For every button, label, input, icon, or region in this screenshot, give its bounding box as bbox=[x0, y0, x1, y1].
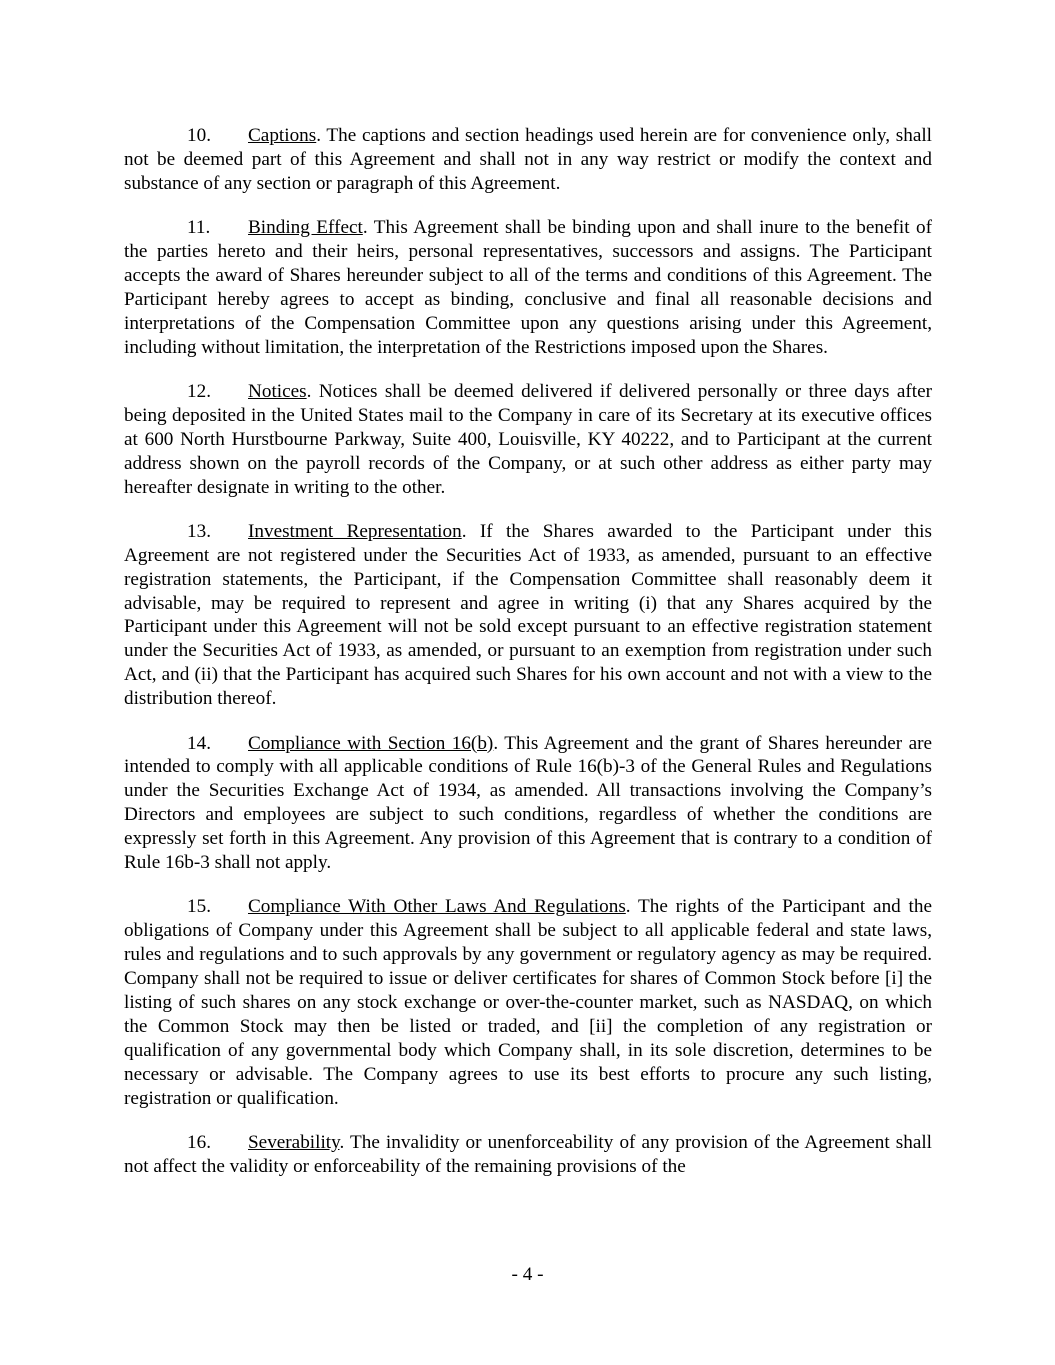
section-heading: Investment Representation bbox=[248, 520, 462, 542]
section-12 bbox=[124, 380, 932, 500]
section-10 bbox=[124, 124, 932, 196]
section-text: . This Agreement shall be binding upon and shall inure to the benefit of the parties hereto and their heirs, personal representatives, successors and assigns. The Participant accepts the award of Shares hereunder subject to all of the terms and conditions of this Agreement. The Participant hereby agrees to accept as binding, conclusive and final all reasonable decisions and interpretations of the Compensation Committee upon any questions arising under this Agreement, including without limitation, the interpretation of the Restrictions imposed upon the Shares. bbox=[124, 217, 932, 358]
section-number: 16. bbox=[187, 1131, 211, 1153]
section-heading: Compliance With Other Laws And Regulations bbox=[248, 896, 626, 918]
page-number: - 4 - bbox=[511, 1264, 544, 1285]
document-body bbox=[124, 124, 932, 1199]
section-heading: Compliance with Section 16(b) bbox=[248, 732, 494, 754]
section-number: 12. bbox=[187, 380, 211, 402]
section-15 bbox=[124, 895, 932, 1110]
section-heading: Binding Effect bbox=[248, 217, 363, 239]
section-heading: Severability bbox=[248, 1131, 340, 1153]
section-text: . If the Shares awarded to the Participant under this Agreement are not registered under the Securities Act of 1933, as amended, pursuant to an effective registration statements, the Participant, if the Compensation Committee shall reasonably deem it advisable, may be required to represent and agree in writing (i) that any Shares acquired by the Participant under this Agreement will not be sold except pursuant to an effective registration statement under the Securities Act of 1933, as amended, or pursuant to an exemption from registration under such Act, and (ii) that the Participant has acquired such Shares for his own account and not with a view to the distribution thereof. bbox=[124, 520, 932, 710]
section-heading: Notices bbox=[248, 380, 307, 402]
section-text: . The invalidity or unenforceability of any provision of the Agreement shall not affect the validity or enforceability of the remaining provisions of the bbox=[124, 1131, 932, 1177]
section-number: 13. bbox=[187, 520, 211, 542]
section-14 bbox=[124, 732, 932, 875]
section-13 bbox=[124, 520, 932, 711]
section-text: . The captions and section headings used herein are for convenience only, shall not be deemed part of this Agreement and shall not in any way restrict or modify the context and substance of any section or paragraph of this Agreement. bbox=[124, 125, 932, 194]
section-16 bbox=[124, 1131, 932, 1179]
section-number: 10. bbox=[187, 125, 211, 146]
section-number: 14. bbox=[187, 732, 211, 754]
section-number: 15. bbox=[187, 896, 211, 918]
section-text: . The rights of the Participant and the obligations of Company under this Agreement shall be subject to all applicable federal and state laws, rules and regulations and to such approvals by any government or regulatory agency as may be required. Company shall not be required to issue or deliver certificates for shares of Common Stock before [i] the listing of such shares on any stock exchange or over-the-counter market, such as NASDAQ, on which the Common Stock may then be listed or traded, and [ii] the completion of any registration or qualification of any governmental body which Company shall, in its sole discretion, determines to be necessary or advisable. The Company agrees to use its best efforts to procure any such listing, registration or qualification. bbox=[124, 896, 932, 1109]
section-text: . This Agreement and the grant of Shares hereunder are intended to comply with all applicable conditions of Rule 16(b)-3 of the General Rules and Regulations under the Securities Exchange Act of 1934, as amended. All transactions involving the Company’s Directors and employees are subject to such conditions, regardless of whether the conditions are expressly set forth in this Agreement. Any provision of this Agreement that is contrary to a condition of Rule 16b-3 shall not apply. bbox=[124, 732, 932, 874]
section-number: 11. bbox=[187, 217, 211, 239]
section-heading: Captions bbox=[248, 125, 317, 146]
section-text: . Notices shall be deemed delivered if delivered personally or three days after being deposited in the United States mail to the Company in care of its Secretary at its executive offices at 600 North Hurstbourne Parkway, Suite 400, Louisville, KY 40222, and to Participant at the current address shown on the payroll records of the Company, or at such other address as either party may hereafter designate in writing to the other. bbox=[124, 380, 932, 498]
section-11 bbox=[124, 216, 932, 359]
